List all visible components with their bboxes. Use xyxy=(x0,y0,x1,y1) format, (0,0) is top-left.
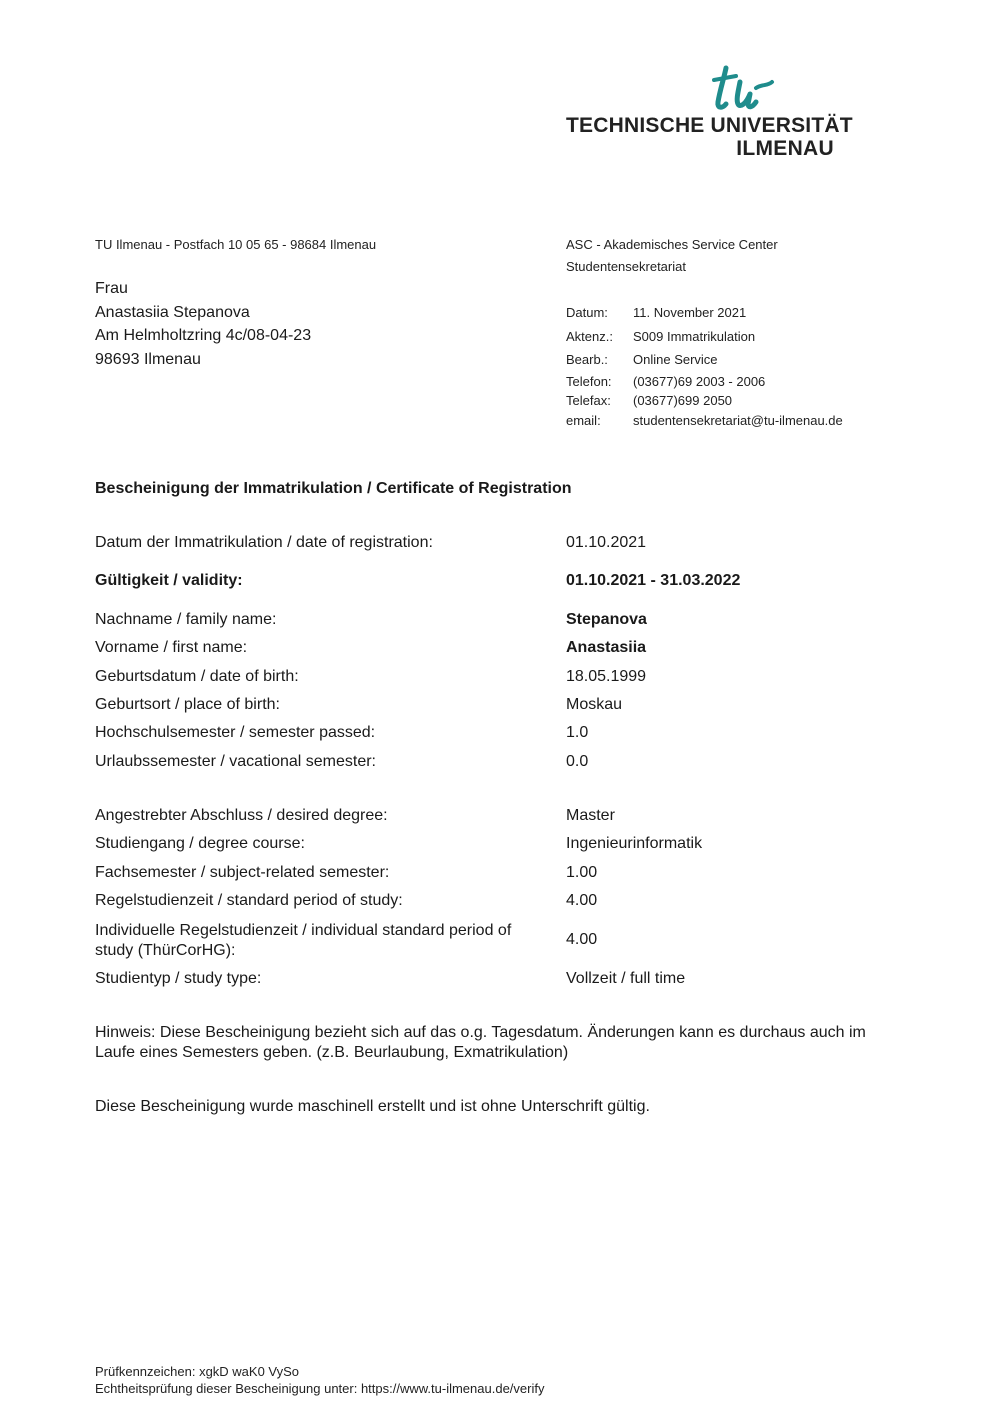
row-label-individual-period: Individuelle Regelstudienzeit / individual standard period of study (ThürCorHG): xyxy=(95,922,512,959)
row-value-validity: 01.10.2021 - 31.03.2022 xyxy=(566,572,741,589)
row-value-subject-semester: 1.00 xyxy=(566,864,598,881)
meta-label-fax: Telefax: xyxy=(566,393,611,408)
logo-line-2: ILMENAU xyxy=(736,137,834,160)
recipient-name: Anastasiia Stepanova xyxy=(95,304,250,321)
row-label-vacational-semester: Urlaubssemester / vacational semester: xyxy=(95,753,376,770)
row-value-family-name: Stepanova xyxy=(566,611,647,628)
row-value-date-of-birth: 18.05.1999 xyxy=(566,668,647,685)
logo-line-1: TECHNISCHE UNIVERSITÄT xyxy=(566,114,853,137)
row-value-place-of-birth: Moskau xyxy=(566,696,623,713)
meta-value-email: studentensekretariat@tu-ilmenau.de xyxy=(633,413,843,428)
row-label-family-name: Nachname / family name: xyxy=(95,611,277,628)
meta-label-file: Aktenz.: xyxy=(566,329,613,344)
meta-label-date: Datum: xyxy=(566,305,608,320)
footer-verify-link: Echtheitsprüfung dieser Bescheinigung unter: https://www.tu-ilmenau.de/verify xyxy=(95,1381,545,1396)
meta-value-handler: Online Service xyxy=(633,352,718,367)
recipient-street: Am Helmholtzring 4c/08-04-23 xyxy=(95,327,312,344)
row-label-subject-semester: Fachsemester / subject-related semester: xyxy=(95,864,390,881)
row-value-individual-period: 4.00 xyxy=(566,931,598,948)
row-label-semester-passed: Hochschulsemester / semester passed: xyxy=(95,724,376,741)
row-label-first-name: Vorname / first name: xyxy=(95,639,248,656)
row-label-place-of-birth: Geburtsort / place of birth: xyxy=(95,696,280,713)
sender-return-address: TU Ilmenau - Postfach 10 05 65 - 98684 Ilmenau xyxy=(95,237,377,252)
office-name: ASC - Akademisches Service Center xyxy=(566,237,778,252)
meta-value-phone: (03677)69 2003 - 2006 xyxy=(633,374,766,389)
meta-label-email: email: xyxy=(566,413,601,428)
row-label-study-type: Studientyp / study type: xyxy=(95,970,262,987)
row-value-degree-course: Ingenieurinformatik xyxy=(566,835,703,852)
meta-label-handler: Bearb.: xyxy=(566,352,608,367)
university-logo xyxy=(566,64,853,164)
row-label-standard-period: Regelstudienzeit / standard period of study: xyxy=(95,892,403,909)
machine-generated-note: Diese Bescheinigung wurde maschinell erstellt und ist ohne Unterschrift gültig. xyxy=(95,1098,650,1115)
row-value-vacational-semester: 0.0 xyxy=(566,753,589,770)
row-value-semester-passed: 1.0 xyxy=(566,724,589,741)
notice-paragraph: Hinweis: Diese Bescheinigung bezieht sich auf das o.g. Tagesdatum. Änderungen kann es durchaus auch im Laufe eines Semesters geben. (z.B. Beurlaubung, Exmatrikulation) xyxy=(95,1024,866,1061)
row-value-first-name: Anastasiia xyxy=(566,639,647,656)
row-label-desired-degree: Angestrebter Abschluss / desired degree: xyxy=(95,807,388,824)
meta-value-file: S009 Immatrikulation xyxy=(633,329,756,344)
document-title: Bescheinigung der Immatrikulation / Certificate of Registration xyxy=(95,480,572,497)
row-value-desired-degree: Master xyxy=(566,807,615,824)
row-value-registration-date: 01.10.2021 xyxy=(566,534,647,551)
tu-logo-mark-icon xyxy=(712,64,776,112)
office-department: Studentensekretariat xyxy=(566,259,686,274)
row-value-study-type: Vollzeit / full time xyxy=(566,970,686,987)
meta-label-phone: Telefon: xyxy=(566,374,612,389)
row-label-validity: Gültigkeit / validity: xyxy=(95,572,243,589)
row-value-standard-period: 4.00 xyxy=(566,892,598,909)
recipient-salutation: Frau xyxy=(95,280,128,297)
row-label-registration-date: Datum der Immatrikulation / date of registration: xyxy=(95,534,433,551)
row-label-degree-course: Studiengang / degree course: xyxy=(95,835,305,852)
meta-value-date: 11. November 2021 xyxy=(633,305,747,320)
recipient-city: 98693 Ilmenau xyxy=(95,351,201,368)
row-label-date-of-birth: Geburtsdatum / date of birth: xyxy=(95,668,299,685)
meta-value-fax: (03677)699 2050 xyxy=(633,393,733,408)
footer-check-code: Prüfkennzeichen: xgkD waK0 VySo xyxy=(95,1364,300,1379)
